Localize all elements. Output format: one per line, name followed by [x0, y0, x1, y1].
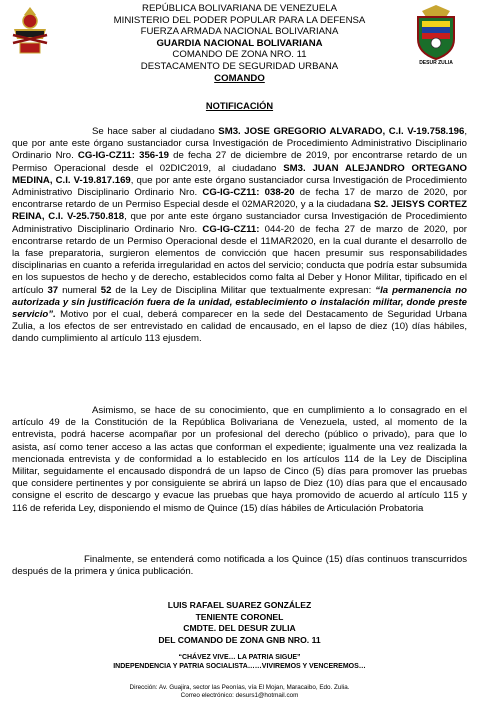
header-ministry: MINISTERIO DEL PODER POPULAR PARA LA DEFENSA: [113, 14, 366, 26]
p1-person-1: SM3. JOSE GREGORIO ALVARADO, C.I. V-19.758.196: [218, 126, 465, 137]
p1-quoted-law: “la permanencia no autorizada y sin justificación fuera de la unidad, establecimiento o instalación militar, donde preste servicio”.: [12, 284, 467, 321]
document-title: NOTIFICACIÓN: [205, 101, 274, 111]
p1-text: numeral: [58, 284, 101, 296]
signer-post: CMDTE. DEL DESUR ZULIA: [183, 623, 296, 634]
p1-text: , que por ante este órgano sustanciador cursa Investigación de Procedimiento Administrativo Disciplinario Ordinario Nro.: [12, 174, 467, 199]
p1-numeral-number: 52: [100, 284, 112, 296]
desur-zulia-logo-caption: DESUR ZULIA: [419, 60, 453, 66]
p1-text: Se hace saber al ciudadano: [92, 126, 219, 137]
p1-text: , que por ante este órgano sustanciador cursa Investigación de Procedimiento Administrativo Disciplinario Ordinario Nro.: [12, 126, 467, 162]
header-command: COMANDO: [214, 72, 265, 84]
signature-block: [0, 600, 479, 647]
p1-text: de la Ley de Disciplina Militar que textualmente expresan:: [111, 284, 376, 296]
notice-paragraph-3: Finalmente, se entenderá como notificada a los Quince (15) días continuos transcurridos después de la primera y única publicación.: [12, 554, 467, 578]
motto-line-1: “CHÁVEZ VIVE… LA PATRIA SIGUE”: [178, 654, 301, 661]
header-zone-command: COMANDO DE ZONA NRO. 11: [172, 49, 307, 61]
footer: [0, 684, 479, 700]
notice-paragraph-1: [12, 126, 467, 346]
signer-unit: DEL COMANDO DE ZONA GNB NRO. 11: [158, 635, 321, 646]
p1-person-3: S2. JEISYS CORTEZ REINA, C.I. V-25.750.818: [12, 199, 467, 223]
p1-text: Motivo por el cual, deberá comparecer en la sede del Destacamento de Seguridad Urbana Zulia, a los efectos de ser entrevistado en calidad de encausado, en el lapso de diez (10) días hábiles, dando cumplimiento al artículo 113 ejusdem.: [12, 309, 467, 345]
motto-line-2: INDEPENDENCIA Y PATRIA SOCIALISTA……VIVIREMOS Y VENCEREMOS…: [113, 662, 366, 670]
notice-paragraph-2: Asimismo, se hace de su conocimiento, que en cumplimiento a lo consagrado en el artículo 49 de la Constitución de la República Bolivariana de Venezuela, usted, al momento de la entrevista, podrá hacerse acompañar por un profesional del derecho (público o privado), para que lo asista, así como tener acceso a las actas que conforman el expediente; igualmente una vez realizada la mencionada entrevista y de conformidad a lo establecido en los artículos 114 de la Ley de Disciplina Militar, seguidamente el encausado dispondrá de un lapso de Cinco (5) días para promover las pruebas que considere pertinentes y por consiguiente se abrirá un lapso de Diez (10) días para que el encausado consigne el escrito de descargo y evacue las pruebas que haya promovido de acuerdo al artículo 115 y 116 de referida Ley, disponiendo el mismo de Quince (15) días hábiles de Articulación Probatoria: [12, 405, 467, 514]
header-republic: REPÚBLICA BOLIVARIANA DE VENEZUELA: [142, 3, 337, 14]
motto: [0, 654, 479, 671]
header-guard: GUARDIA NACIONAL BOLIVARIANA: [156, 37, 323, 49]
signer-rank: TENIENTE CORONEL: [195, 611, 284, 622]
p1-text: de fecha 27 de diciembre de 2019, por encontrarse retardo de un Permiso Operacional desde el 02DIC2019, al ciudadano: [12, 150, 467, 174]
header-detachment: DESTACAMENTO DE SEGURIDAD URBANA: [140, 60, 339, 72]
letterhead: [0, 3, 479, 84]
p1-text: , que por ante este órgano sustanciador cursa Investigación de Procedimiento Administrativo Disciplinario Ordinario Nro.: [12, 211, 467, 235]
p1-case-1: CG-IG-CZ11: 356-19: [77, 150, 169, 162]
p1-case-3: CG-IG-CZ11:: [202, 223, 260, 235]
footer-email: Correo electrónico: desurs1@hotmail.com: [180, 692, 299, 700]
p1-case-2: CG-IG-CZ11: 038-20: [202, 187, 295, 199]
footer-address: Dirección: Av. Guajira, sector las Peonías, vía El Mojan, Maracaibo, Edo. Zulia.: [129, 684, 350, 691]
p1-text: 044-20 de fecha 27 de marzo de 2020, por encontrarse retardo de un Permiso Operacional desde el 11MAR2020, en la cual durante el desarrollo de la fase preparatoria, surgieron elementos de convicción que hacen presumir sus responsabilidades disciplinarias en cuanto a referida irregularidad en actos del servicio; conducta que podría estar subsumida en los supuestos de hecho y de derecho, establecidos como falta al Deber y Honor Militar, tipificado en el artículo: [12, 223, 467, 296]
signer-name: LUIS RAFAEL SUAREZ GONZÁLEZ: [167, 600, 312, 610]
p1-article-number: 37: [47, 284, 59, 296]
header-armed-force: FUERZA ARMADA NACIONAL BOLIVARIANA: [140, 26, 339, 38]
p1-text: de fecha 17 de marzo de 2020, por encontrarse retardo de un Permiso Especial desde el 02MAR2020, y a la ciudadana: [12, 187, 467, 211]
p1-person-2: SM3. JUAN ALEJANDRO ORTEGANO MEDINA, C.I. V-19.817.169: [12, 162, 467, 186]
